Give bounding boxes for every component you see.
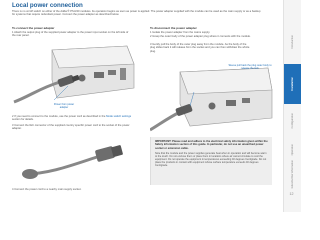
tab-index[interactable]: Index bbox=[291, 181, 294, 189]
connect-step-1: 1 Attach the output plug of the supplied power adapter to the power input socket on the left side of the rear panel. bbox=[12, 31, 129, 38]
withdraw-callout: Sleeve pull back the plug outer body to release the lock bbox=[228, 64, 272, 70]
module-rear-panel bbox=[52, 46, 134, 98]
page-title: Local power connection bbox=[12, 2, 83, 9]
connect-step-4: 4 Connect the power cord to a nearby main supply socket. bbox=[12, 188, 82, 191]
tab-installation[interactable]: Installation bbox=[284, 64, 301, 104]
disconnect-illustration bbox=[150, 62, 275, 132]
power-cord-illustration bbox=[20, 134, 130, 184]
disconnect-step-1: 1 Isolate the power adapter from the mains supply. bbox=[150, 31, 211, 34]
mode-switch-link[interactable]: Mode switch settings bbox=[106, 115, 132, 118]
safety-warning-box bbox=[150, 137, 272, 185]
tab-configuration[interactable]: Configuration bbox=[291, 113, 294, 129]
tab-introduction[interactable]: Introduction bbox=[291, 35, 294, 49]
connect-step-3: 3 Connect the IEC connector of the supplied country specific power cord to the socket of the power adapter. bbox=[12, 124, 130, 131]
safety-warning-body: Note that the module and the power supplies generate heat when in operation and will become warm to the touch. Do not enclose them or place them in locations where air cannot circulate to cool the equipment. Do not operate the equipment in temperatures exceeding 40 degrees Centigrade. Do not place the products in contact with equipment whose surface temperature exceeds 40 degrees Centigrade. bbox=[155, 151, 267, 168]
connect-illustration bbox=[12, 44, 137, 106]
section-sidebar bbox=[283, 0, 301, 212]
page-number: 12 bbox=[289, 192, 294, 196]
module-rear-panel-2 bbox=[180, 68, 272, 126]
connect-heading: To connect the power adapter bbox=[12, 26, 55, 30]
tab-operation[interactable]: Operation bbox=[291, 144, 294, 156]
disconnect-step-2: 2 Grasp the outer body of the power adapter plug where it connects with the module. bbox=[150, 35, 251, 38]
intro-paragraph: There is no on/off switch on either of the Adder® PSU/40 modules. Its operation begins as soon as power is applied. The power adapter supplied with the module can be used as the main supply or as a backup for systems that require redundant power. Connect the power adapter as described below. bbox=[12, 10, 261, 17]
disconnect-heading: To disconnect the power adapter bbox=[150, 26, 197, 30]
safety-warning-important: IMPORTANT: Please read and adhere to the electrical safety information given within the Safety information section of this guide. In particular, do not use an unearthed power socket or extension cable. bbox=[155, 140, 268, 150]
power-callout: Power from power adapter bbox=[53, 103, 75, 109]
disconnect-step-3: 3 Gently pull the body of the outer plug away from the module. As the body of the plug slides back it will release from the socket and you can then withdraw the whole plug. bbox=[150, 43, 250, 53]
tab-further-information[interactable]: Further information bbox=[291, 160, 294, 182]
connect-step-2: 2 If you need to connect to the module, use the power cord as described in the Mode switch settings section for details. bbox=[12, 115, 132, 122]
